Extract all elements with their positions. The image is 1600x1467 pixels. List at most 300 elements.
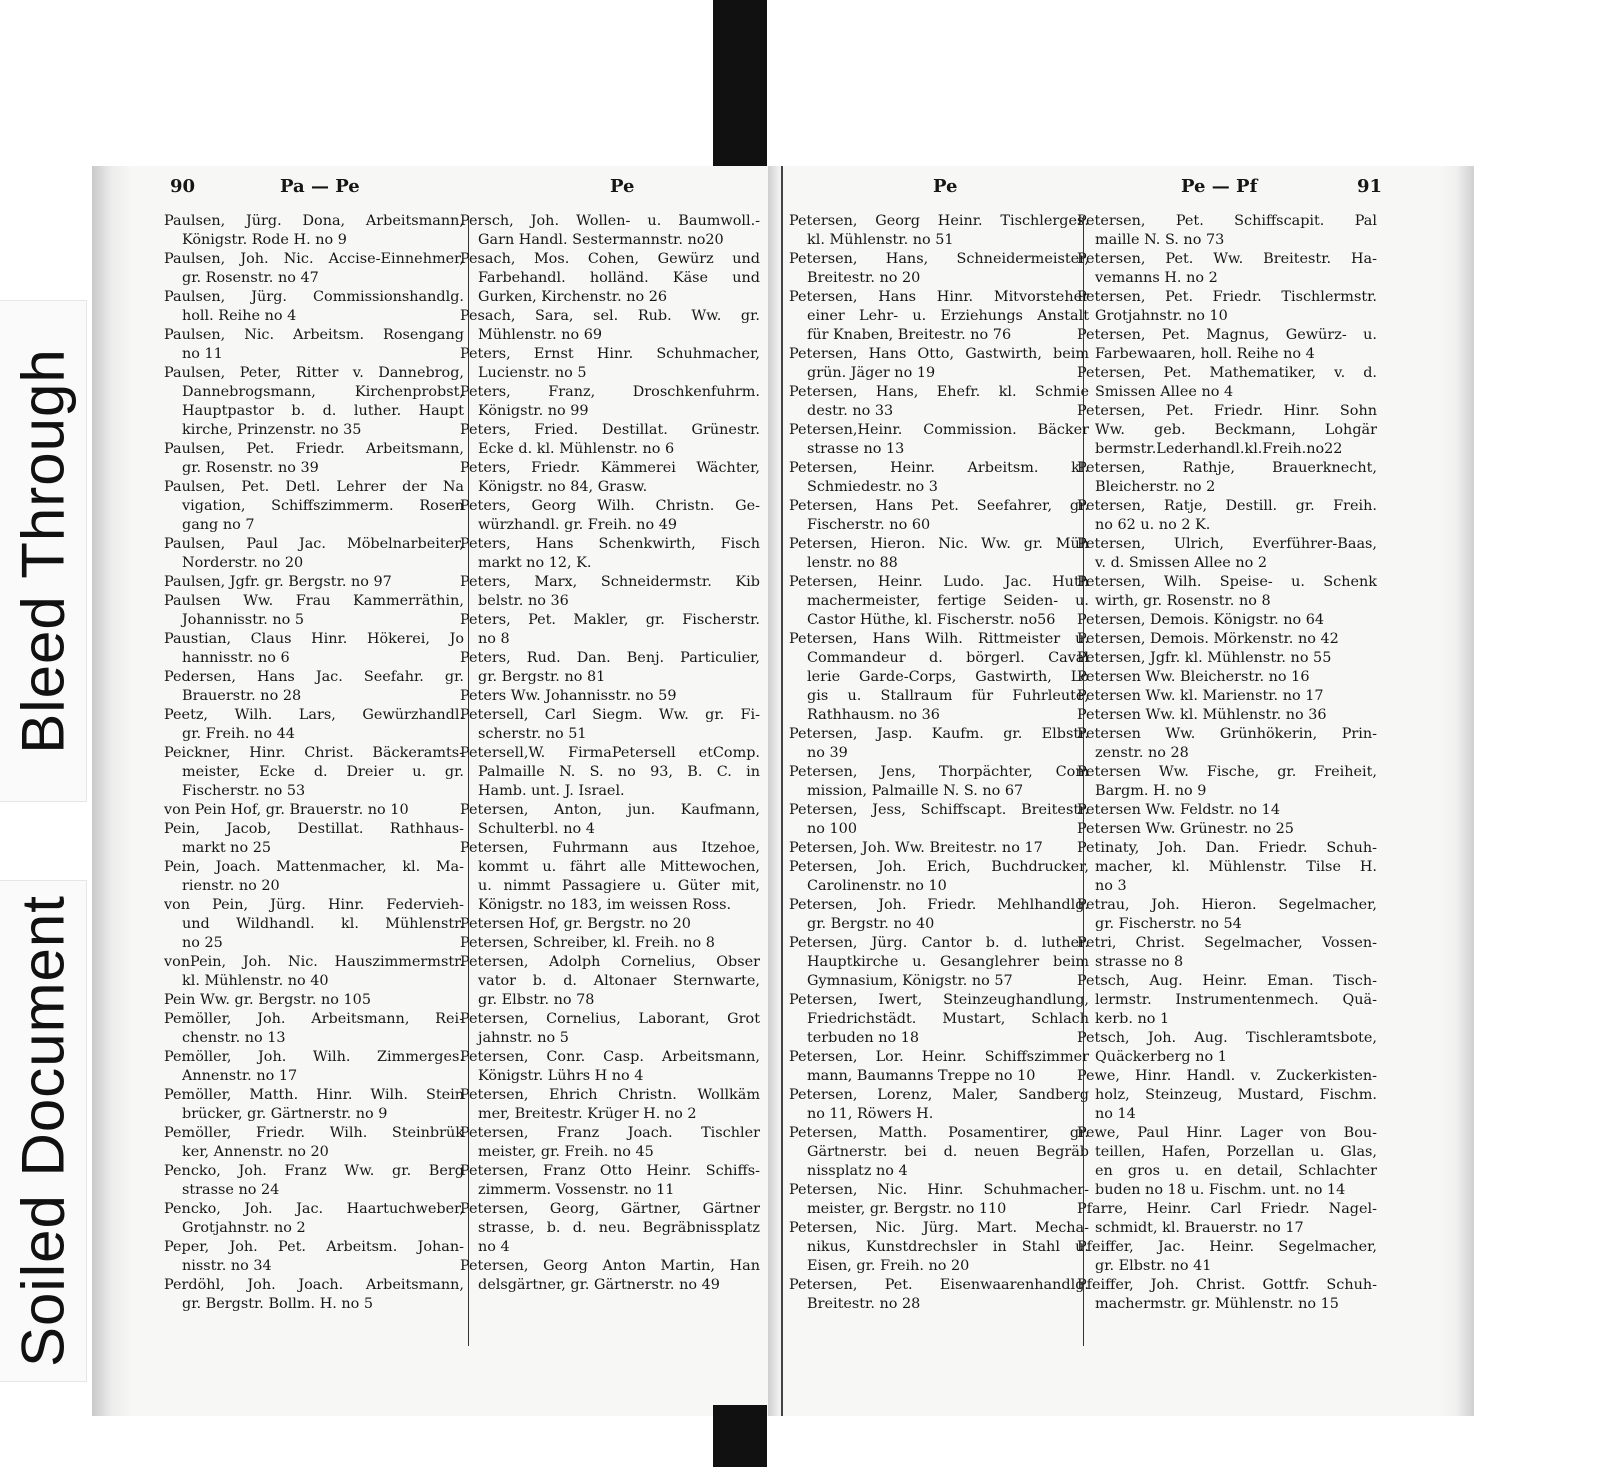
left-page <box>92 166 782 1416</box>
entry-name-line: Petersen Ww. Bleicherstr. no 16 <box>1077 669 1310 685</box>
entry-continuation-line: vigation, Schiffszimmerm. Rosen <box>182 498 464 514</box>
directory-entry <box>164 858 464 896</box>
entry-continuation-line: no 62 u. no 2 K. <box>1095 517 1211 533</box>
entry-continuation-line: lenstr. no 88 <box>807 555 898 571</box>
left-page-column-2 <box>460 212 760 1295</box>
entry-name-line: Pemöller, Friedr. Wilh. Steinbrük <box>164 1125 464 1141</box>
directory-entry <box>789 896 1089 934</box>
open-book <box>92 166 1474 1436</box>
directory-entry <box>1077 497 1377 535</box>
entry-continuation-line: Smissen Allee no 4 <box>1095 384 1234 400</box>
entry-name-line: Paulsen, Peter, Ritter v. Dannebrog, <box>164 365 464 381</box>
book-spine-top <box>713 0 767 180</box>
entry-continuation-line: Bargm. H. no 9 <box>1095 783 1207 799</box>
entry-name-line: Petersen, Jürg. Cantor b. d. luther. <box>789 935 1089 951</box>
entry-name-line: Petersen, Franz Otto Heinr. Schiffs- <box>460 1163 760 1179</box>
directory-entry <box>460 497 760 535</box>
entry-continuation-line: en gros u. en detail, Schlachter <box>1095 1163 1377 1179</box>
entry-continuation-line: markt no 25 <box>182 840 271 856</box>
entry-continuation-line: holz, Steinzeug, Mustard, Fischm. <box>1095 1087 1377 1103</box>
directory-entry <box>1077 459 1377 497</box>
directory-entry <box>1077 250 1377 288</box>
entry-name-line: Peters, Marx, Schneidermstr. Kib <box>460 574 760 590</box>
directory-entry <box>1077 668 1377 687</box>
entry-name-line: Petersen, Pet. Schiffscapit. Pal <box>1077 213 1377 229</box>
entry-continuation-line: no 4 <box>478 1239 510 1255</box>
entry-continuation-line: würzhandl. gr. Freih. no 49 <box>478 517 678 533</box>
entry-continuation-line: gr. Rosenstr. no 39 <box>182 460 319 476</box>
entry-name-line: Petersen, Hans Pet. Seefahrer, gr. <box>789 498 1089 514</box>
entry-continuation-line: u. nimmt Passagiere u. Güter mit, <box>478 878 760 894</box>
entry-continuation-line: Norderstr. no 20 <box>182 555 304 571</box>
entry-name-line: Petersen, Demois. Königstr. no 64 <box>1077 612 1325 628</box>
entry-continuation-line: scherstr. no 51 <box>478 726 587 742</box>
entry-name-line: Peters, Friedr. Kämmerei Wächter, <box>460 460 760 476</box>
entry-name-line: Petersen, Pet. Magnus, Gewürz- u. <box>1077 327 1377 343</box>
directory-entry <box>460 421 760 459</box>
entry-continuation-line: gr. Freih. no 44 <box>182 726 295 742</box>
directory-entry <box>1077 1200 1377 1238</box>
entry-continuation-line: zenstr. no 28 <box>1095 745 1189 761</box>
entry-name-line: Pein, Jacob, Destillat. Rathhaus- <box>164 821 464 837</box>
directory-entry <box>789 345 1089 383</box>
entry-continuation-line: Rathhausm. no 36 <box>807 707 940 723</box>
entry-continuation-line: rienstr. no 20 <box>182 878 280 894</box>
directory-entry <box>789 1124 1089 1181</box>
entry-name-line: Paulsen, Paul Jac. Möbelnarbeiter, <box>164 536 464 552</box>
directory-entry <box>1077 763 1377 801</box>
entry-name-line: Peetz, Wilh. Lars, Gewürzhandl. <box>164 707 464 723</box>
entry-continuation-line: no 11, Röwers H. <box>807 1106 934 1122</box>
entry-name-line: Petersen, Wilh. Speise- u. Schenk <box>1077 574 1377 590</box>
directory-entry <box>1077 364 1377 402</box>
directory-entry <box>460 1010 760 1048</box>
entry-name-line: Petersell, Carl Siegm. Ww. gr. Fi- <box>460 707 760 723</box>
entry-name-line: Petinaty, Joh. Dan. Friedr. Schuh- <box>1077 840 1377 856</box>
directory-entry <box>789 573 1089 630</box>
entry-name-line: Petersen, Pet. Mathematiker, v. d. <box>1077 365 1377 381</box>
entry-name-line: Petersen, Iwert, Steinzeughandlung, <box>789 992 1089 1008</box>
directory-entry <box>789 934 1089 991</box>
entry-continuation-line: Lucienstr. no 5 <box>478 365 587 381</box>
entry-name-line: Peters, Franz, Droschkenfuhrm. <box>460 384 760 400</box>
directory-entry <box>789 801 1089 839</box>
entry-continuation-line: Gurken, Kirchenstr. no 26 <box>478 289 668 305</box>
directory-entry <box>1077 326 1377 364</box>
entry-continuation-line: vemanns H. no 2 <box>1095 270 1218 286</box>
entry-continuation-line: machermstr. gr. Mühlenstr. no 15 <box>1095 1296 1339 1312</box>
directory-entry <box>789 725 1089 763</box>
entry-name-line: Petersen, Fuhrmann aus Itzehoe, <box>460 840 760 856</box>
entry-name-line: Petersen, Hans, Schneidermeister, <box>789 251 1089 267</box>
entry-name-line: Petrau, Joh. Hieron. Segelmacher, <box>1077 897 1377 913</box>
directory-entry <box>460 1124 760 1162</box>
directory-entry <box>1077 725 1377 763</box>
directory-entry <box>460 611 760 649</box>
entry-name-line: Paulsen, Jürg. Dona, Arbeitsmann, <box>164 213 464 229</box>
entry-name-line: Petersen, Hieron. Nic. Ww. gr. Müh <box>789 536 1089 552</box>
entry-continuation-line: Johannisstr. no 5 <box>182 612 305 628</box>
directory-entry <box>789 763 1089 801</box>
entry-continuation-line: mer, Breitestr. Krüger H. no 2 <box>478 1106 697 1122</box>
entry-name-line: Paulsen, Jgfr. gr. Bergstr. no 97 <box>164 574 392 590</box>
entry-continuation-line: Schmiedestr. no 3 <box>807 479 938 495</box>
entry-name-line: Petersen, Pet. Eisenwaarenhandlg. <box>789 1277 1089 1293</box>
directory-entry <box>1077 972 1377 1029</box>
directory-entry <box>460 801 760 839</box>
directory-entry <box>164 364 464 440</box>
entry-continuation-line: Königstr. no 183, im weissen Ross. <box>478 897 732 913</box>
entry-name-line: Peters, Pet. Makler, gr. Fischerstr. <box>460 612 760 628</box>
entry-continuation-line: für Knaben, Breitestr. no 76 <box>807 327 1012 343</box>
entry-continuation-line: no 39 <box>807 745 848 761</box>
entry-continuation-line: Castor Hüthe, kl. Fischerstr. no56 <box>807 612 1056 628</box>
entry-name-line: Petersen, Schreiber, kl. Freih. no 8 <box>460 935 715 951</box>
entry-continuation-line: holl. Reihe no 4 <box>182 308 297 324</box>
entry-name-line: Petersen, Demois. Mörkenstr. no 42 <box>1077 631 1339 647</box>
entry-continuation-line: brücker, gr. Gärtnerstr. no 9 <box>182 1106 388 1122</box>
entry-continuation-line: Farbewaaren, holl. Reihe no 4 <box>1095 346 1315 362</box>
directory-entry <box>460 573 760 611</box>
entry-continuation-line: mann, Baumanns Treppe no 10 <box>807 1068 1036 1084</box>
entry-name-line: Petersen, Anton, jun. Kaufmann, <box>460 802 760 818</box>
entry-name-line: Paulsen, Pet. Friedr. Arbeitsmann, <box>164 441 464 457</box>
directory-entry <box>164 212 464 250</box>
directory-entry <box>164 991 464 1010</box>
entry-continuation-line: no 100 <box>807 821 857 837</box>
entry-continuation-line: Breitestr. no 28 <box>807 1296 921 1312</box>
entry-name-line: Peickner, Hinr. Christ. Bäckeramts- <box>164 745 464 761</box>
entry-continuation-line: lerie Garde-Corps, Gastwirth, Lo <box>807 669 1089 685</box>
entry-continuation-line: schmidt, kl. Brauerstr. no 17 <box>1095 1220 1304 1236</box>
directory-entry <box>164 744 464 801</box>
directory-entry <box>1077 573 1377 611</box>
entry-continuation-line: gr. Elbstr. no 41 <box>1095 1258 1212 1274</box>
entry-continuation-line: chenstr. no 13 <box>182 1030 286 1046</box>
entry-continuation-line: mission, Palmaille N. S. no 67 <box>807 783 1024 799</box>
directory-entry <box>164 288 464 326</box>
entry-name-line: Petersen, Hans Hinr. Mitvorsteher <box>789 289 1089 305</box>
directory-entry <box>1077 896 1377 934</box>
entry-continuation-line: gang no 7 <box>182 517 255 533</box>
directory-entry <box>460 953 760 1010</box>
entry-name-line: Paulsen, Pet. Detl. Lehrer der Na <box>164 479 464 495</box>
entry-continuation-line: Quäckerberg no 1 <box>1095 1049 1227 1065</box>
entry-continuation-line: vator b. d. Altonaer Sternwarte, <box>478 973 760 989</box>
entry-continuation-line: no 8 <box>478 631 510 647</box>
entry-continuation-line: Annenstr. no 17 <box>182 1068 298 1084</box>
range-head-left: Pa — Pe <box>280 176 360 197</box>
directory-entry <box>164 1276 464 1314</box>
directory-entry <box>1077 1276 1377 1314</box>
entry-continuation-line: Ecke d. kl. Mühlenstr. no 6 <box>478 441 675 457</box>
directory-entry <box>164 706 464 744</box>
entry-name-line: Pemöller, Matth. Hinr. Wilh. Stein <box>164 1087 464 1103</box>
directory-entry <box>460 839 760 915</box>
directory-entry <box>1077 402 1377 459</box>
entry-name-line: Pfarre, Heinr. Carl Friedr. Nagel- <box>1077 1201 1377 1217</box>
entry-continuation-line: nikus, Kunstdrechsler in Stahl u. <box>807 1239 1089 1255</box>
entry-name-line: Petersen, Pet. Friedr. Hinr. Sohn <box>1077 403 1377 419</box>
directory-entry <box>789 1219 1089 1276</box>
entry-continuation-line: kommt u. fährt alle Mittewochen, <box>478 859 760 875</box>
directory-entry <box>460 345 760 383</box>
entry-continuation-line: gr. Bergstr. Bollm. H. no 5 <box>182 1296 374 1312</box>
entry-name-line: Peters Ww. Johannisstr. no 59 <box>460 688 677 704</box>
directory-entry <box>460 250 760 307</box>
entry-continuation-line: Fischerstr. no 60 <box>807 517 931 533</box>
entry-name-line: Petersen, Jgfr. kl. Mühlenstr. no 55 <box>1077 650 1332 666</box>
entry-continuation-line: Commandeur d. börgerl. Caval <box>807 650 1089 666</box>
directory-entry <box>1077 649 1377 668</box>
directory-entry <box>1077 801 1377 820</box>
column-head-right: Pe <box>933 176 958 197</box>
entry-name-line: Paulsen, Jürg. Commissionshandlg. <box>164 289 464 305</box>
entry-name-line: Petsch, Aug. Heinr. Eman. Tisch- <box>1077 973 1377 989</box>
entry-name-line: Paulsen, Joh. Nic. Accise-Einnehmer, <box>164 251 464 267</box>
entry-continuation-line: Königstr. no 99 <box>478 403 589 419</box>
entry-continuation-line: teillen, Hafen, Porzellan u. Glas, <box>1095 1144 1377 1160</box>
entry-name-line: Petersen, Pet. Friedr. Tischlermstr. <box>1077 289 1377 305</box>
entry-name-line: Peters, Georg Wilh. Christn. Ge- <box>460 498 760 514</box>
directory-entry <box>164 1200 464 1238</box>
entry-continuation-line: grün. Jäger no 19 <box>807 365 936 381</box>
entry-continuation-line: Ww. geb. Beckmann, Lohgär <box>1095 422 1377 438</box>
entry-continuation-line: strasse no 24 <box>182 1182 280 1198</box>
directory-entry <box>164 801 464 820</box>
entry-name-line: Petersen, Lor. Heinr. Schiffszimmer <box>789 1049 1089 1065</box>
entry-name-line: Petersen Hof, gr. Bergstr. no 20 <box>460 916 691 932</box>
directory-entry <box>789 1181 1089 1219</box>
directory-entry <box>164 1238 464 1276</box>
entry-continuation-line: lermstr. Instrumentenmech. Quä- <box>1095 992 1377 1008</box>
directory-entry <box>1077 1238 1377 1276</box>
directory-entry <box>1077 611 1377 630</box>
entry-continuation-line: kl. Mühlenstr. no 51 <box>807 232 954 248</box>
entry-name-line: vonPein, Joh. Nic. Hauszimmermstr. <box>164 954 464 970</box>
directory-entry <box>460 706 760 744</box>
entry-name-line: Pesach, Mos. Cohen, Gewürz und <box>460 251 760 267</box>
entry-continuation-line: Dannebrogsmann, Kirchenprobst, <box>182 384 464 400</box>
entry-continuation-line: bermstr.Lederhandl.kl.Freih.no22 <box>1095 441 1343 457</box>
directory-entry <box>164 1162 464 1200</box>
directory-entry <box>789 535 1089 573</box>
entry-continuation-line: Gärtnerstr. bei d. neuen Begräb <box>807 1144 1089 1160</box>
directory-entry <box>460 687 760 706</box>
directory-entry <box>460 307 760 345</box>
entry-name-line: Petersen Ww. kl. Marienstr. no 17 <box>1077 688 1324 704</box>
entry-name-line: Petersen, Matth. Posamentirer, gr. <box>789 1125 1089 1141</box>
entry-name-line: Petersen Ww. kl. Mühlenstr. no 36 <box>1077 707 1327 723</box>
entry-continuation-line: jahnstr. no 5 <box>478 1030 569 1046</box>
entry-name-line: Pewe, Paul Hinr. Lager von Bou- <box>1077 1125 1377 1141</box>
entry-name-line: Petersen, Hans, Ehefr. kl. Schmie <box>789 384 1089 400</box>
entry-continuation-line: kl. Mühlenstr. no 40 <box>182 973 329 989</box>
entry-name-line: Pfeiffer, Joh. Christ. Gottfr. Schuh- <box>1077 1277 1377 1293</box>
entry-continuation-line: terbuden no 18 <box>807 1030 920 1046</box>
entry-name-line: Petersen, Ehrich Christn. Wollkäm <box>460 1087 760 1103</box>
directory-entry <box>1077 212 1377 250</box>
directory-entry <box>164 1048 464 1086</box>
directory-entry <box>164 535 464 573</box>
entry-name-line: Petersen, Adolph Cornelius, Obser <box>460 954 760 970</box>
entry-continuation-line: Fischerstr. no 53 <box>182 783 306 799</box>
directory-entry <box>164 250 464 288</box>
entry-name-line: von Pein Hof, gr. Brauerstr. no 10 <box>164 802 409 818</box>
entry-name-line: Pencko, Joh. Jac. Haartuchweber, <box>164 1201 464 1217</box>
entry-continuation-line: v. d. Smissen Allee no 2 <box>1095 555 1268 571</box>
entry-name-line: Petersen, Conr. Casp. Arbeitsmann, <box>460 1049 760 1065</box>
directory-entry <box>164 668 464 706</box>
directory-entry <box>164 1124 464 1162</box>
directory-entry <box>1077 535 1377 573</box>
entry-continuation-line: Breitestr. no 20 <box>807 270 921 286</box>
entry-name-line: Petersen, Heinr. Ludo. Jac. Huth <box>789 574 1089 590</box>
entry-continuation-line: no 25 <box>182 935 223 951</box>
directory-entry <box>1077 820 1377 839</box>
entry-name-line: Pein, Joach. Mattenmacher, kl. Ma- <box>164 859 464 875</box>
entry-name-line: Petersen, Rathje, Brauerknecht, <box>1077 460 1377 476</box>
entry-continuation-line: nissplatz no 4 <box>807 1163 908 1179</box>
entry-continuation-line: meister, gr. Freih. no 45 <box>478 1144 654 1160</box>
entry-continuation-line: zimmerm. Vossenstr. no 11 <box>478 1182 675 1198</box>
entry-continuation-line: delsgärtner, gr. Gärtnerstr. no 49 <box>478 1277 720 1293</box>
entry-continuation-line: Garn Handl. Sestermannstr. no20 <box>478 232 724 248</box>
entry-name-line: Petersen, Joh. Ww. Breitestr. no 17 <box>789 840 1043 856</box>
directory-entry <box>789 839 1089 858</box>
entry-continuation-line: und Wildhandl. kl. Mühlenstr. <box>182 916 464 932</box>
directory-entry <box>1077 630 1377 649</box>
directory-entry <box>789 497 1089 535</box>
entry-name-line: Petersen, Nic. Jürg. Mart. Mecha- <box>789 1220 1089 1236</box>
entry-name-line: Petsch, Joh. Aug. Tischleramtsbote, <box>1077 1030 1377 1046</box>
entry-continuation-line: einer Lehr- u. Erziehungs Anstalt <box>807 308 1089 324</box>
entry-name-line: Petersen, Joh. Erich, Buchdrucker, <box>789 859 1089 875</box>
entry-name-line: Petersen, Lorenz, Maler, Sandberg <box>789 1087 1089 1103</box>
entry-continuation-line: belstr. no 36 <box>478 593 569 609</box>
entry-name-line: Petersen, Hans Otto, Gastwirth, beim <box>789 346 1089 362</box>
entry-continuation-line: Hauptkirche u. Gesanglehrer beim <box>807 954 1089 970</box>
entry-name-line: Petersen, Ulrich, Everführer-Baas, <box>1077 536 1377 552</box>
directory-entry <box>460 1200 760 1257</box>
entry-name-line: Petersen, Cornelius, Laborant, Grot <box>460 1011 760 1027</box>
entry-continuation-line: Brauerstr. no 28 <box>182 688 302 704</box>
directory-entry <box>1077 288 1377 326</box>
entry-continuation-line: Hamb. unt. J. Israel. <box>478 783 625 799</box>
entry-name-line: Paulsen Ww. Frau Kammerräthin, <box>164 593 464 609</box>
directory-entry <box>164 326 464 364</box>
entry-name-line: Petersen, Jasp. Kaufm. gr. Elbstr. <box>789 726 1089 742</box>
entry-continuation-line: buden no 18 u. Fischm. unt. no 14 <box>1095 1182 1346 1198</box>
directory-entry <box>789 459 1089 497</box>
directory-entry <box>789 250 1089 288</box>
right-page <box>781 166 1474 1416</box>
entry-continuation-line: Friedrichstädt. Mustart, Schlach <box>807 1011 1089 1027</box>
entry-continuation-line: Carolinenstr. no 10 <box>807 878 947 894</box>
book-spine-bottom <box>713 1405 767 1467</box>
entry-continuation-line: no 3 <box>1095 878 1127 894</box>
directory-entry <box>164 953 464 991</box>
directory-entry <box>164 478 464 535</box>
entry-name-line: Pein Ww. gr. Bergstr. no 105 <box>164 992 371 1008</box>
entry-name-line: Petersen Ww. Feldstr. no 14 <box>1077 802 1280 818</box>
page-number-left: 90 <box>170 176 196 197</box>
directory-entry <box>460 459 760 497</box>
entry-continuation-line: nisstr. no 34 <box>182 1258 272 1274</box>
directory-entry <box>1077 839 1377 896</box>
entry-continuation-line: Königstr. Lührs H no 4 <box>478 1068 644 1084</box>
entry-continuation-line: kirche, Prinzenstr. no 35 <box>182 422 362 438</box>
entry-continuation-line: wirth, gr. Rosenstr. no 8 <box>1095 593 1271 609</box>
directory-entry <box>460 535 760 573</box>
entry-continuation-line: destr. no 33 <box>807 403 894 419</box>
entry-name-line: Paustian, Claus Hinr. Hökerei, Jo <box>164 631 464 647</box>
directory-entry <box>164 1086 464 1124</box>
directory-entry <box>460 915 760 934</box>
entry-name-line: von Pein, Jürg. Hinr. Federvieh- <box>164 897 464 913</box>
entry-name-line: Paulsen, Nic. Arbeitsm. Rosengang <box>164 327 464 343</box>
entry-name-line: Peper, Joh. Pet. Arbeitsm. Johan- <box>164 1239 464 1255</box>
entry-name-line: Petersen, Pet. Ww. Breitestr. Ha- <box>1077 251 1377 267</box>
entry-continuation-line: gr. Rosenstr. no 47 <box>182 270 319 286</box>
directory-entry <box>789 1048 1089 1086</box>
range-head-right: Pe — Pf <box>1181 176 1258 197</box>
entry-name-line: Petersell,W. FirmaPetersell etComp. <box>460 745 760 761</box>
entry-name-line: Peters, Hans Schenkwirth, Fisch <box>460 536 760 552</box>
entry-name-line: Petersen, Ratje, Destill. gr. Freih. <box>1077 498 1377 514</box>
entry-continuation-line: Palmaille N. S. no 93, B. C. in <box>478 764 760 780</box>
entry-continuation-line: Mühlenstr. no 69 <box>478 327 603 343</box>
entry-continuation-line: kerb. no 1 <box>1095 1011 1170 1027</box>
entry-name-line: Pfeiffer, Jac. Heinr. Segelmacher, <box>1077 1239 1377 1255</box>
entry-continuation-line: no 11 <box>182 346 223 362</box>
entry-continuation-line: Gymnasium, Königstr. no 57 <box>807 973 1013 989</box>
directory-entry <box>789 630 1089 725</box>
entry-name-line: Petersen, Jess, Schiffscapt. Breitestr. <box>789 802 1089 818</box>
directory-entry <box>1077 1029 1377 1067</box>
entry-name-line: Petersen,Heinr. Commission. Bäcker <box>789 422 1089 438</box>
entry-continuation-line: gr. Elbstr. no 78 <box>478 992 595 1008</box>
entry-name-line: Petersen, Georg Heinr. Tischlerges. <box>789 213 1089 229</box>
directory-entry <box>164 440 464 478</box>
directory-entry <box>789 421 1089 459</box>
directory-entry <box>460 1086 760 1124</box>
entry-name-line: Petersen Ww. Fische, gr. Freiheit, <box>1077 764 1377 780</box>
entry-name-line: Pencko, Joh. Franz Ww. gr. Berg <box>164 1163 464 1179</box>
entry-continuation-line: ker, Annenstr. no 20 <box>182 1144 329 1160</box>
directory-entry <box>1077 706 1377 725</box>
entry-name-line: Pewe, Hinr. Handl. v. Zuckerkisten- <box>1077 1068 1377 1084</box>
column-head-left: Pe <box>610 176 635 197</box>
directory-entry <box>164 896 464 953</box>
entry-continuation-line: Königstr. Rode H. no 9 <box>182 232 347 248</box>
directory-entry <box>789 212 1089 250</box>
entry-name-line: Pemöller, Joh. Wilh. Zimmerges. <box>164 1049 464 1065</box>
entry-continuation-line: meister, gr. Bergstr. no 110 <box>807 1201 1007 1217</box>
entry-continuation-line: markt no 12, K. <box>478 555 592 571</box>
directory-entry <box>460 212 760 250</box>
directory-entry <box>460 1162 760 1200</box>
entry-continuation-line: strasse no 13 <box>807 441 905 457</box>
entry-name-line: Petersen, Heinr. Arbeitsm. kl. <box>789 460 1089 476</box>
entry-continuation-line: Grotjahnstr. no 2 <box>182 1220 306 1236</box>
entry-name-line: Petri, Christ. Segelmacher, Vossen- <box>1077 935 1377 951</box>
directory-entry <box>789 1276 1089 1314</box>
directory-entry <box>789 1086 1089 1124</box>
entry-continuation-line: Königstr. no 84, Grasw. <box>478 479 648 495</box>
directory-entry <box>789 991 1089 1048</box>
directory-entry <box>1077 1067 1377 1124</box>
